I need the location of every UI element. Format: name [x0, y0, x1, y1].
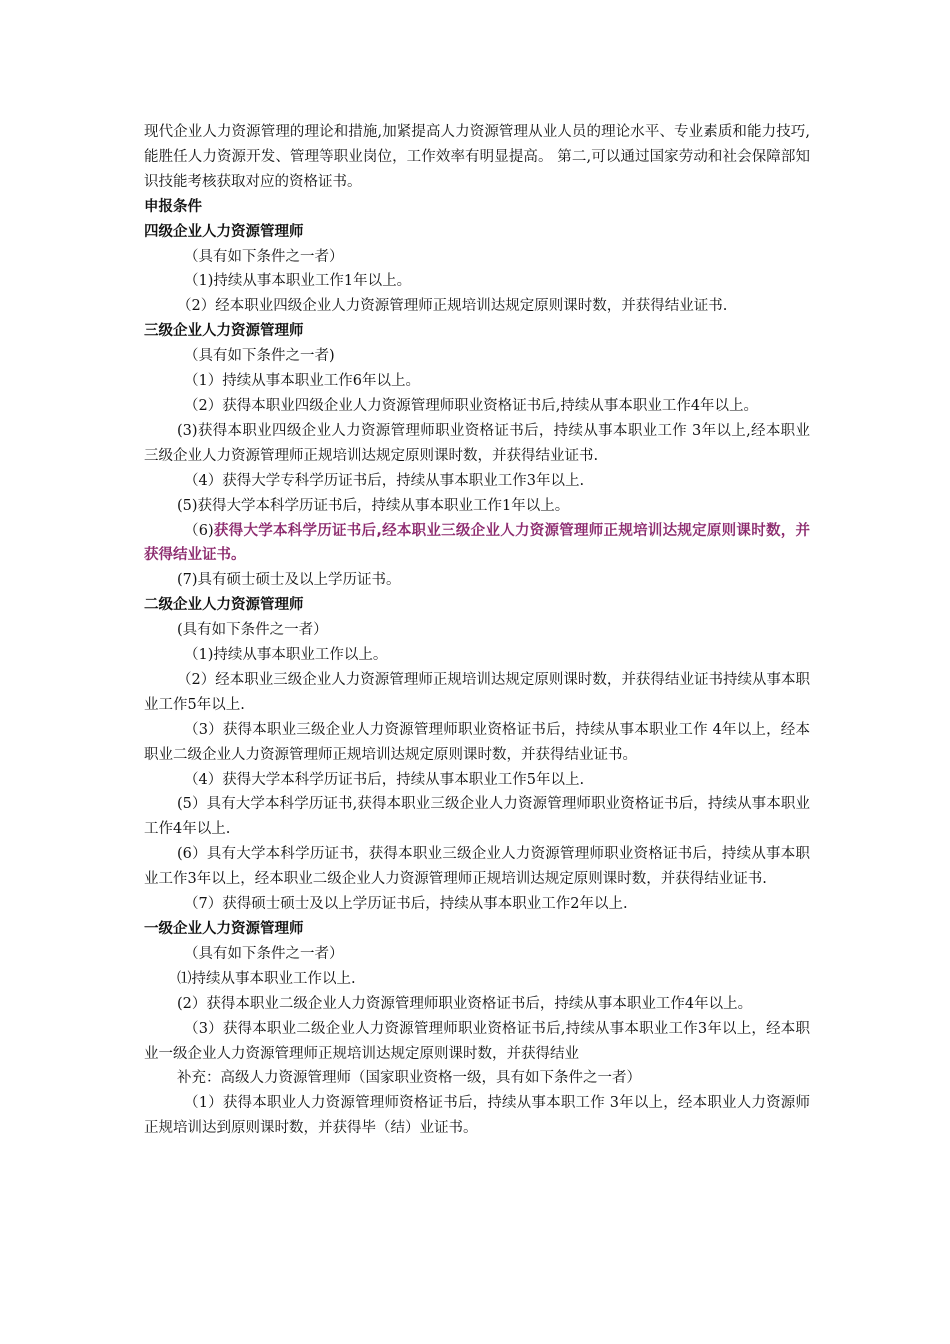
level4-title: 四级企业人力资源管理师	[144, 223, 304, 240]
highlighted-text: 获得大学本科学历证书后,经本职业三级企业人力资源管理师正规培训达规定原则课时数，并获得结业证书。	[144, 522, 810, 564]
level3-item-6-prefix: （6)	[184, 522, 214, 539]
level1-item: ⑴持续从事本职业工作以上.	[177, 970, 356, 987]
supplement-item: （1）获得本职业人力资源管理师资格证书后，持续从事本职工作 3年以上，经本职业人力资源师正规培训达到原则课时数，并获得毕（结）业证书。	[144, 1095, 810, 1137]
level3-condition: （具有如下条件之一者)	[184, 348, 335, 365]
level3-item-6	[144, 519, 810, 569]
level2-item: （3）获得本职业三级企业人力资源管理师职业资格证书后，持续从事本职业工作 4年以上，经本职业二级企业人力资源管理师正规培训达规定原则课时数，并获得结业证书。	[144, 721, 810, 763]
level3-item: (5)获得大学本科学历证书后，持续从事本职业工作1年以上。	[177, 497, 570, 514]
level3-item: （2）获得本职业四级企业人力资源管理师职业资格证书后,持续从事本职业工作4年以上。	[184, 397, 759, 414]
level4-item: （2）经本职业四级企业人力资源管理师正规培训达规定原则课时数，并获得结业证书.	[177, 298, 728, 315]
level2-item: （7）获得硕士硕士及以上学历证书后，持续从事本职业工作2年以上.	[184, 896, 628, 913]
intro-paragraph: 现代企业人力资源管理的理论和措施,加紧提高人力资源管理从业人员的理论水平、专业素质和能力技巧,能胜任人力资源开发、管理等职业岗位，工作效率有明显提高。 第二,可以通过国家劳动和社会保障部知识技能考核获取对应的资格证书。	[144, 124, 810, 190]
section-title: 申报条件	[144, 198, 202, 215]
level1-title: 一级企业人力资源管理师	[144, 921, 304, 937]
level3-item: (3)获得本职业四级企业人力资源管理师职业资格证书后，持续从事本职业工作 3年以上,经本职业三级企业人力资源管理师正规培训达规定原则课时数，并获得结业证书.	[144, 422, 810, 464]
level3-title: 三级企业人力资源管理师	[144, 323, 304, 340]
level3-item: （1）持续从事本职业工作6年以上。	[184, 373, 420, 390]
level2-condition: (具有如下条件之一者）	[177, 622, 328, 639]
level1-item: （3）获得本职业二级企业人力资源管理师职业资格证书后,持续从事本职业工作3年以上，经本职业一级企业人力资源管理师正规培训达规定原则课时数，并获得结业	[144, 1020, 810, 1062]
level3-item: (7)具有硕士硕士及以上学历证书。	[177, 572, 401, 589]
level2-title: 二级企业人力资源管理师	[144, 597, 304, 614]
level1-item: (2）获得本职业二级企业人力资源管理师职业资格证书后，持续从事本职业工作4年以上。	[177, 995, 753, 1012]
level2-item: (6）具有大学本科学历证书，获得本职业三级企业人力资源管理师职业资格证书后，持续从事本职业工作3年以上，经本职业二级企业人力资源管理师正规培训达规定原则课时数，并获得结业证书.	[144, 846, 810, 888]
level4-item: （1)持续从事本职业工作1年以上。	[184, 273, 412, 290]
level4-condition: （具有如下条件之一者）	[184, 248, 344, 265]
level1-condition: （具有如下条件之一者）	[184, 945, 344, 962]
level3-item: （4）获得大学专科学历证书后，持续从事本职业工作3年以上.	[184, 472, 585, 489]
level2-item: （2）经本职业三级企业人力资源管理师正规培训达规定原则课时数，并获得结业证书持续从事本职业工作5年以上.	[144, 671, 810, 713]
supplement-title: 补充：高级人力资源管理师（国家职业资格一级，具有如下条件之一者）	[177, 1070, 641, 1087]
level2-item: （4）获得大学本科学历证书后，持续从事本职业工作5年以上.	[184, 771, 585, 788]
document-body	[144, 120, 810, 1141]
level2-item: (5）具有大学本科学历证书,获得本职业三级企业人力资源管理师职业资格证书后，持续从事本职业工作4年以上.	[144, 796, 810, 838]
level2-item: （1)持续从事本职业工作以上。	[184, 647, 388, 664]
